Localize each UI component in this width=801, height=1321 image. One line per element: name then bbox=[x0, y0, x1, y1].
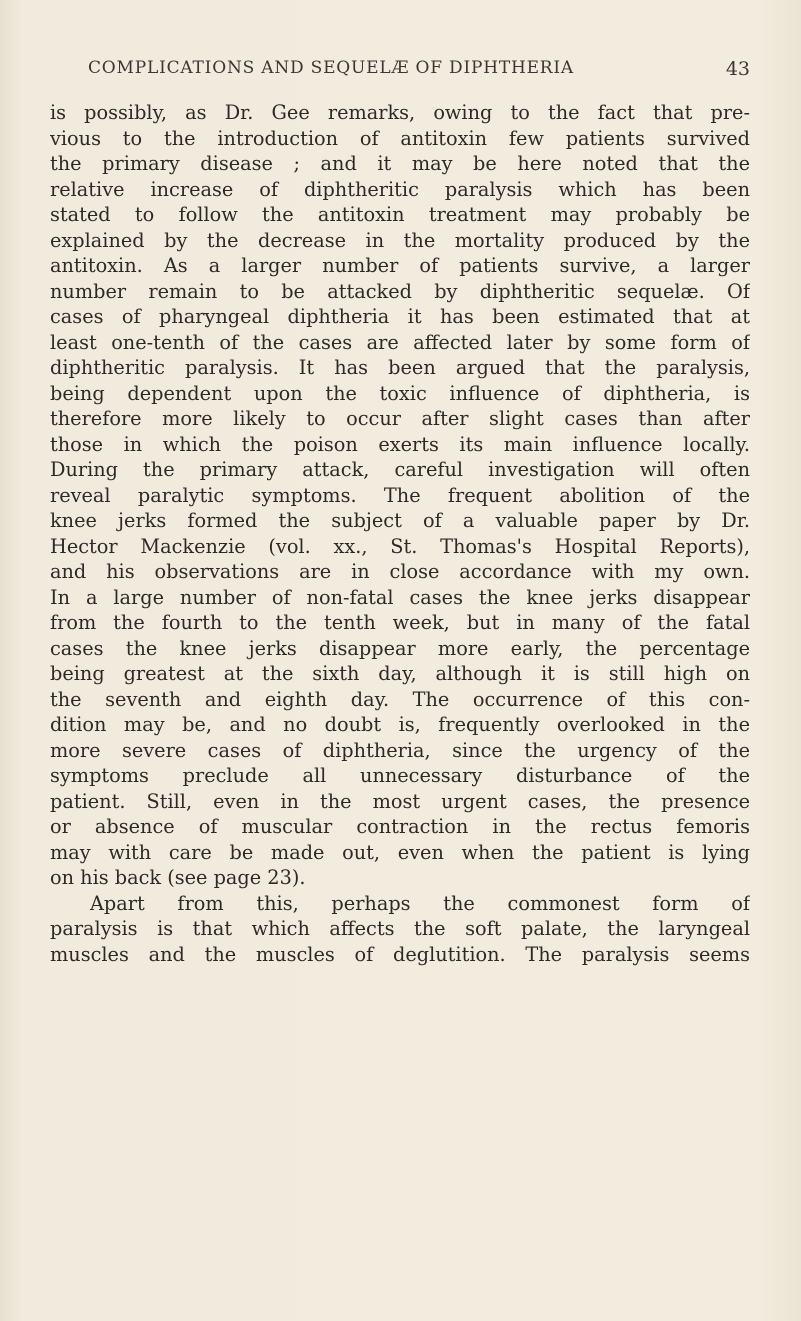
text-line: number remain to be attacked by diphtheritic sequelæ. Of bbox=[50, 279, 750, 303]
text-line: being dependent upon the toxic influence of diphtheria, is bbox=[50, 381, 750, 405]
page-number: 43 bbox=[725, 58, 750, 80]
text-line: symptoms preclude all unnecessary disturbance of the bbox=[50, 764, 750, 787]
text-line: and his observations are in close accordance with my own. bbox=[50, 560, 750, 583]
text-line: more severe cases of diphtheria, since the urgency of the bbox=[50, 738, 750, 762]
text-line: In a large number of non-fatal cases the knee jerks disappear bbox=[50, 585, 750, 609]
text-line: from the fourth to the tenth week, but in many of the fatal bbox=[50, 611, 750, 634]
text-line: vious to the introduction of antitoxin few patients survived bbox=[50, 126, 750, 150]
text-line: least one-tenth of the cases are affected later by some form of bbox=[50, 330, 750, 354]
text-line: knee jerks formed the subject of a valuable paper by Dr. bbox=[50, 509, 750, 532]
text-line: stated to follow the antitoxin treatment may probably be bbox=[50, 203, 750, 226]
text-line: relative increase of diphtheritic paralysis which has been bbox=[50, 177, 750, 201]
text-line: explained by the decrease in the mortality produced by the bbox=[50, 228, 750, 252]
text-line: or absence of muscular contraction in the rectus femoris bbox=[50, 815, 750, 838]
text-line: reveal paralytic symptoms. The frequent abolition of the bbox=[50, 483, 750, 507]
running-head: COMPLICATIONS AND SEQUELÆ OF DIPHTHERIA bbox=[88, 58, 574, 78]
paragraph-first-line: Apart from this, perhaps the commonest form of bbox=[90, 891, 750, 915]
text-line: paralysis is that which affects the soft palate, the laryngeal bbox=[50, 917, 750, 940]
text-line: dition may be, and no doubt is, frequently overlooked in the bbox=[50, 713, 750, 736]
page-header bbox=[88, 58, 750, 88]
text-line: diphtheritic paralysis. It has been argued that the paralysis, bbox=[50, 356, 750, 379]
text-line: patient. Still, even in the most urgent cases, the presence bbox=[50, 789, 750, 813]
text-line: cases the knee jerks disappear more early, the percentage bbox=[50, 636, 750, 660]
text-line: cases of pharyngeal diphtheria it has been estimated that at bbox=[50, 305, 750, 328]
text-line: on his back (see page 23). bbox=[50, 866, 306, 889]
text-line: the primary disease ; and it may be here noted that the bbox=[50, 152, 750, 175]
text-line: the seventh and eighth day. The occurrence of this con- bbox=[50, 687, 750, 711]
text-line: is possibly, as Dr. Gee remarks, owing to the fact that pre- bbox=[50, 101, 750, 124]
text-line: antitoxin. As a larger number of patients survive, a larger bbox=[50, 254, 750, 277]
text-line: During the primary attack, careful investigation will often bbox=[50, 458, 750, 481]
text-line: being greatest at the sixth day, although it is still high on bbox=[50, 662, 750, 685]
text-line: muscles and the muscles of deglutition. The paralysis seems bbox=[50, 942, 750, 966]
text-line: Hector Mackenzie (vol. xx., St. Thomas's Hospital Reports), bbox=[50, 534, 750, 558]
text-line: those in which the poison exerts its main influence locally. bbox=[50, 432, 750, 456]
text-line: may with care be made out, even when the patient is lying bbox=[50, 840, 750, 864]
body-text bbox=[50, 100, 750, 967]
text-line: therefore more likely to occur after slight cases than after bbox=[50, 407, 750, 430]
